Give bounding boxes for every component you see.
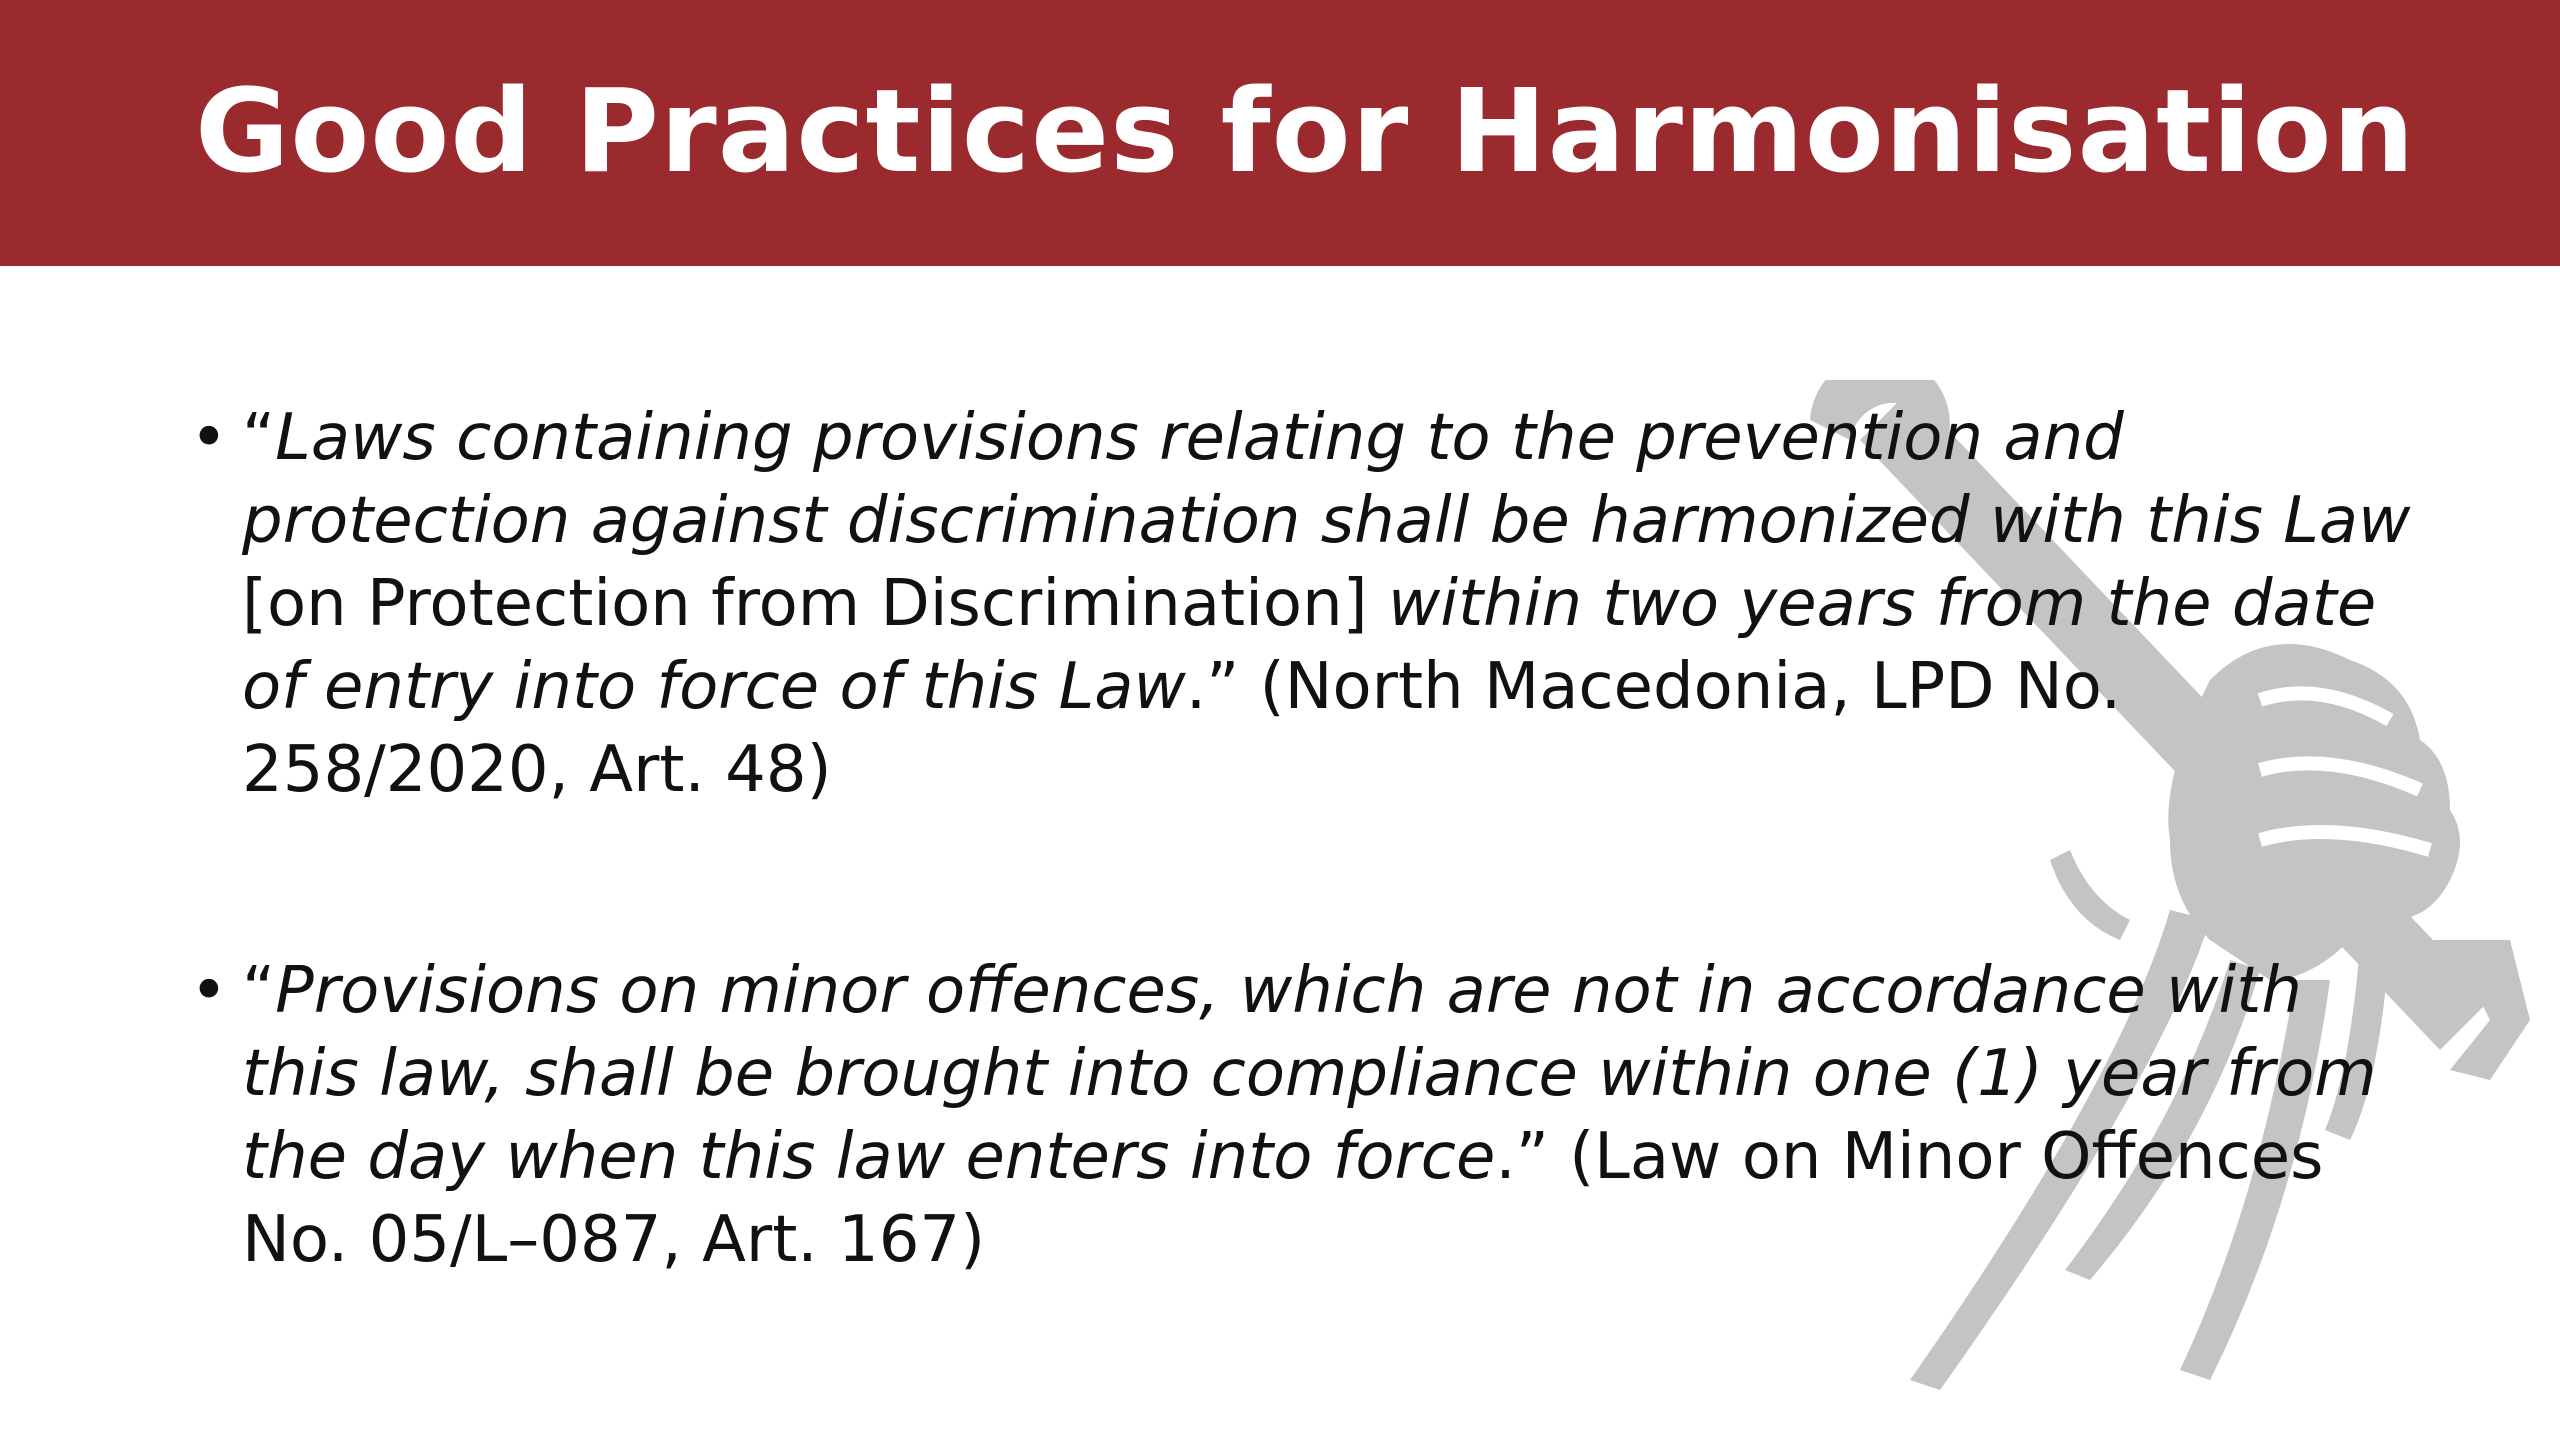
quote-italic-text: Provisions on minor offences, which are not in accordance with this law, shall be brought into compliance within one (1) year from the day when this law enters into force — [242, 954, 2377, 1194]
bracketed-text: [on Protection from Discrimination] — [242, 567, 1388, 641]
citation: (Law on Minor Offences No. 05/L–087, Art. 167) — [242, 1120, 2324, 1277]
quote-open: “ — [242, 954, 276, 1028]
quote-close: .” — [1495, 1120, 1549, 1194]
bullet-marker: • — [190, 954, 228, 1028]
quote-italic-text: within two years from the date of entry into force of this Law — [242, 567, 2377, 724]
bullet-marker: • — [190, 401, 228, 475]
citation: (North Macedonia, LPD No. 258/2020, Art. 48) — [242, 650, 2122, 807]
bullet-text — [242, 397, 2430, 812]
bullet-text — [242, 950, 2430, 1282]
quote-close: .” — [1185, 650, 1240, 724]
bullet-item-harmonisation-law — [190, 397, 2430, 812]
bullet-item-minor-offences — [190, 950, 2430, 1282]
slide-title: Good Practices for Harmonisation — [195, 65, 2416, 199]
quote-open: “ — [242, 401, 276, 475]
quote-italic-text: Laws containing provisions relating to the prevention and protection against discrimination shall be harmonized with this Law — [242, 401, 2411, 558]
